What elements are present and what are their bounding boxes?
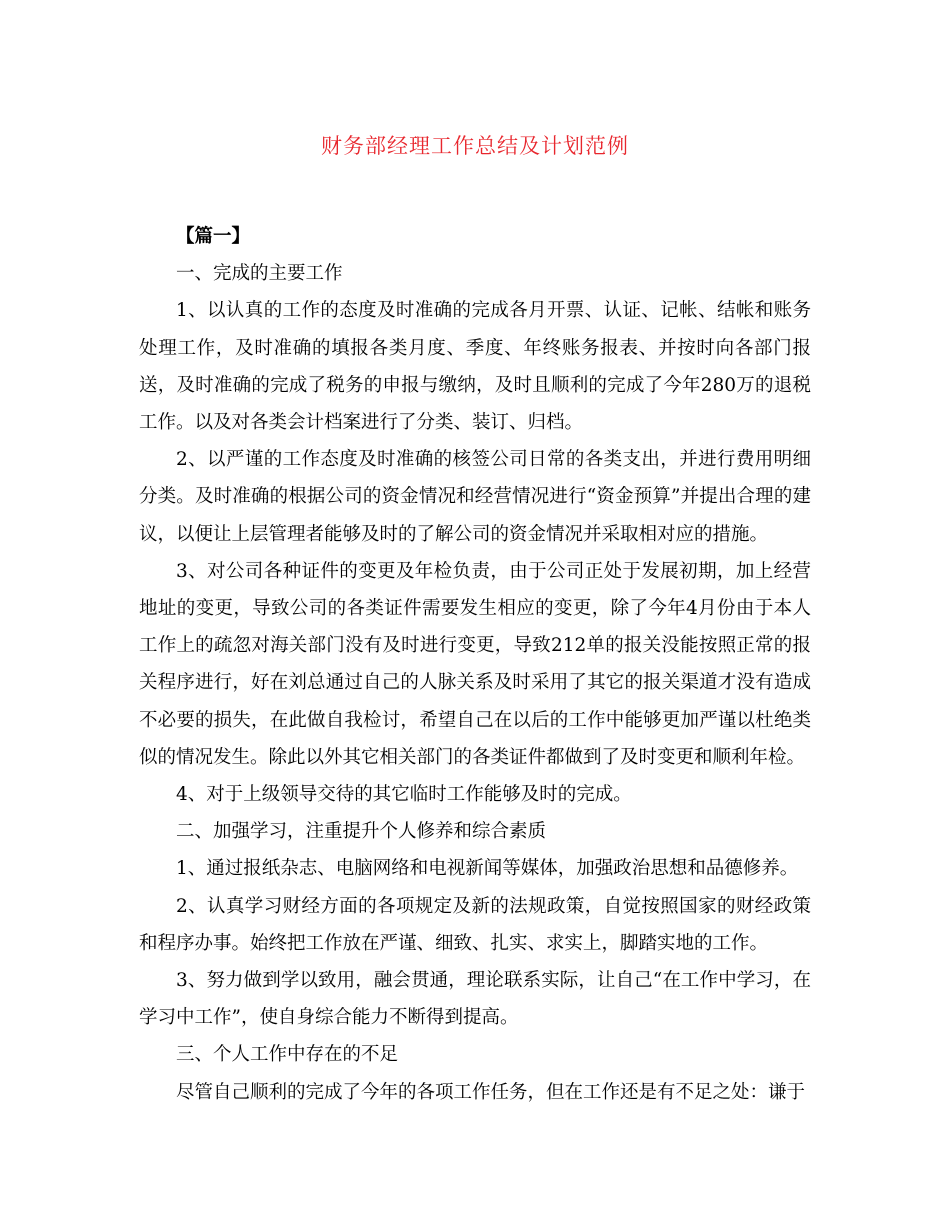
paragraph-work-item-3: 3、对公司各种证件的变更及年检负责，由于公司正处于发展初期，加上经营地址的变更，导致公司的各类证件需要发生相应的变更，除了今年4月份由于本人工作上的疏忽对海关部门没有及时进行变更，导致212单的报关没能按照正常的报关程序进行，好在刘总通过自己的人脉关系及时采用了其它的报关渠道才没有造成不必要的损失，在此做自我检讨，希望自己在以后的工作中能够更加严谨以杜绝类似的情况发生。除此以外其它相关部门的各类证件都做到了及时变更和顺利年检。 (139, 560, 811, 768)
paragraph-work-item-2: 2、以严谨的工作态度及时准确的核签公司日常的各类支出，并进行费用明细分类。及时准确的根据公司的资金情况和经营情况进行“资金预算”并提出合理的建议，以便让上层管理者能够及时的了解公司的资金情况并采取相对应的措施。 (139, 449, 811, 545)
document-body (139, 218, 811, 1111)
heading-shortcomings: 三、个人工作中存在的不足 (176, 1044, 399, 1066)
section-label-part-one: 【篇一】 (176, 226, 251, 247)
paragraph-study-item-1: 1、通过报纸杂志、电脑网络和电视新闻等媒体，加强政治思想和品德修养。 (176, 858, 799, 880)
heading-study: 二、加强学习，注重提升个人修养和综合素质 (176, 821, 547, 843)
paragraph-work-item-1: 1、以认真的工作的态度及时准确的完成各月开票、认证、记帐、结帐和账务处理工作，及时准确的填报各类月度、季度、年终账务报表、并按时向各部门报送，及时准确的完成了税务的申报与缴纳，及时且顺利的完成了今年280万的退税工作。以及对各类会计档案进行了分类、装订、归档。 (139, 300, 811, 434)
heading-main-work: 一、完成的主要工作 (176, 263, 343, 285)
paragraph-shortcomings: 尽管自己顺利的完成了今年的各项工作任务，但在工作还是有不足之处：谦于 (176, 1081, 806, 1103)
paragraph-study-item-3: 3、努力做到学以致用，融会贯通，理论联系实际，让自己“在工作中学习，在学习中工作”，使自身综合能力不断得到提高。 (139, 970, 811, 1029)
paragraph-work-item-4: 4、对于上级领导交待的其它临时工作能够及时的完成。 (176, 784, 632, 806)
document-title: 财务部经理工作总结及计划范例 (321, 134, 629, 158)
paragraph-study-item-2: 2、认真学习财经方面的各项规定及新的法规政策，自觉按照国家的财经政策和程序办事。始终把工作放在严谨、细致、扎实、求实上，脚踏实地的工作。 (139, 895, 811, 954)
